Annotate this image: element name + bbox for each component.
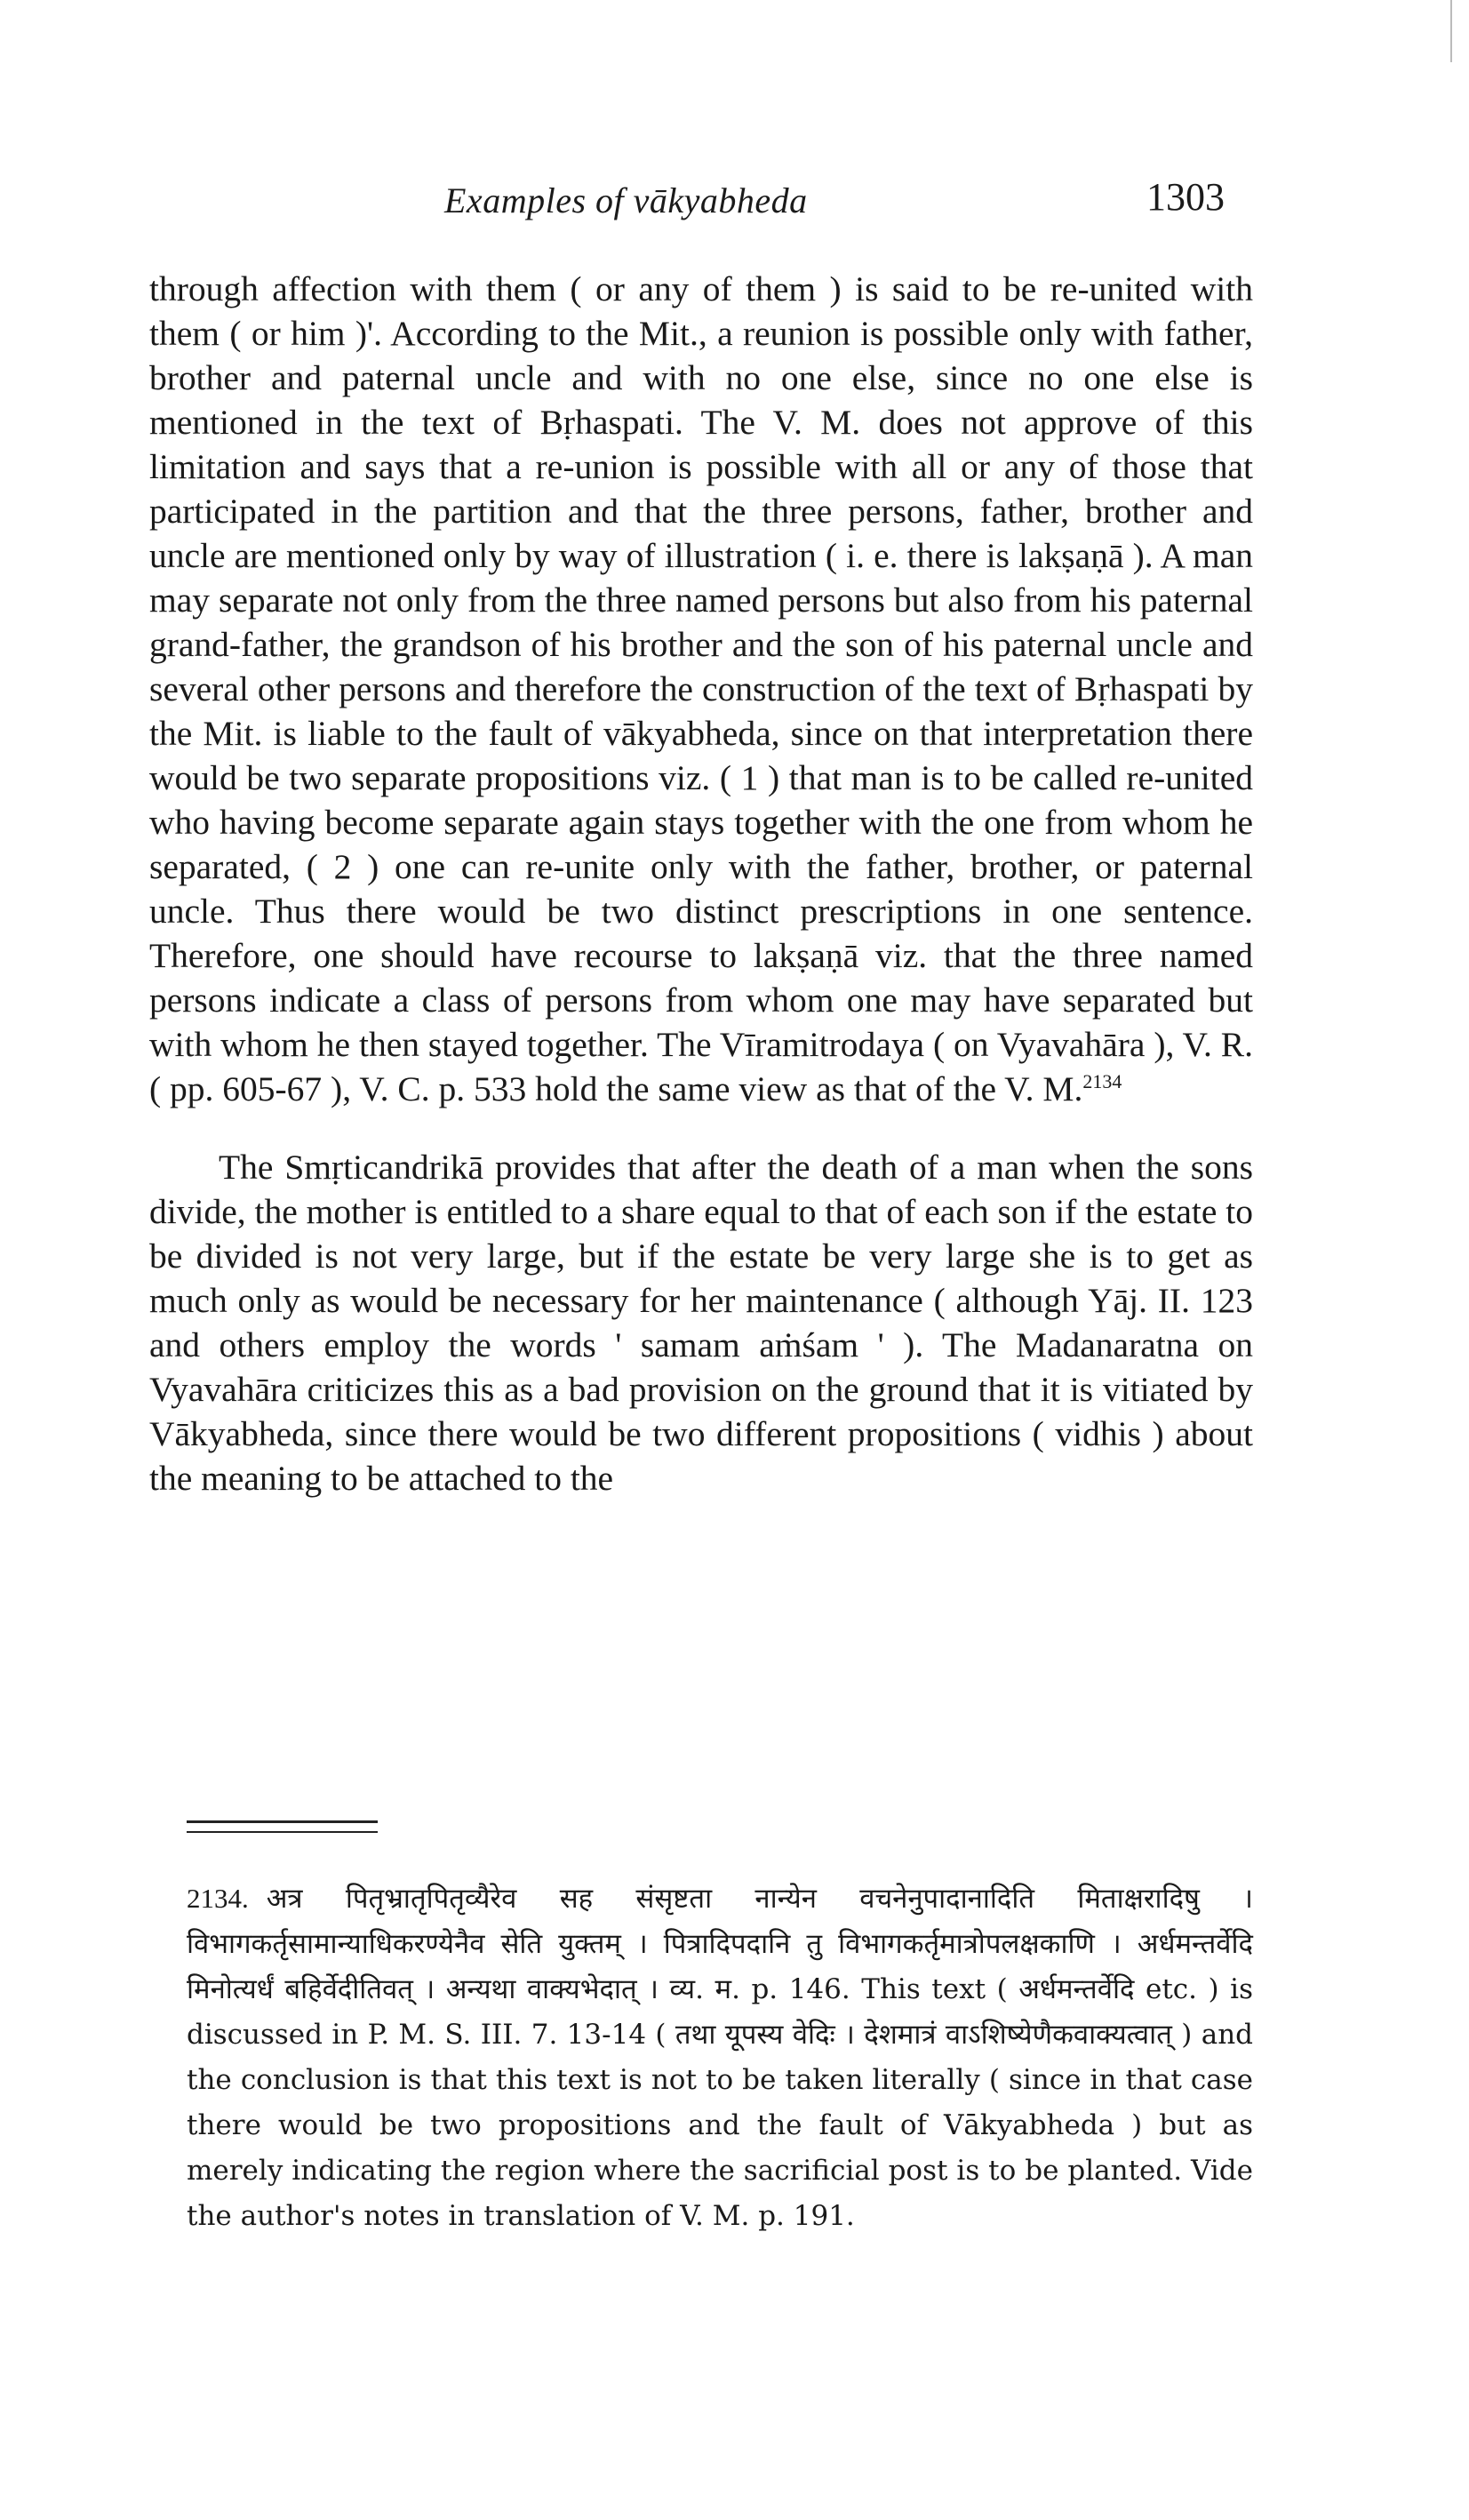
- footnote-separator-rule-lower: [187, 1831, 378, 1833]
- paragraph-reunion-text: through affection with them ( or any of them ) is said to be re-united with them ( or him )'. According to the Mit., a reunion is possible only with father, brother and paternal uncle and with no one else, since no one else is mentioned in the text of Bṛhaspati. The V. M. does not approve of this limitation and says that a re-union is possible with all or any of those that participated in the partition and that the three persons, father, brother and uncle are mentioned only by way of illustration ( i. e. there is lakṣaṇā ). A man may separate not only from the three named persons but also from his paternal grand-father, the grandson of his brother and the son of his paternal uncle and several other persons and therefore the construction of the text of Bṛhaspati by the Mit. is liable to the fault of vākyabheda, since on that interpretation there would be two separate propositions viz. ( 1 ) that man is to be called re-united who having become separate again stays together with the one from whom he separated, ( 2 ) one can re-unite only with the father, brother, or paternal uncle. Thus there would be two distinct prescriptions in one sentence. Therefore, one should have recourse to lakṣaṇā viz. that the three named persons indicate a class of persons from whom one may have separated but with whom he then stayed together. The Vīramitrodaya ( on Vyavahāra ), V. R. ( pp. 605-67 ), V. C. p. 533 hold the same view as that of the V. M.: [149, 269, 1253, 1108]
- page-edge-mark: [1450, 0, 1452, 62]
- main-text: [149, 267, 1253, 1500]
- paragraph-smrticandrika: The Smṛticandrikā provides that after the death of a man when the sons divide, the mother is entitled to a share equal to that of each son if the estate to be divided is not very large, but if the estate be very large she is to get as much only as would be necessary for her maintenance ( although Yāj. II. 123 and others employ the words ' samam aṁśam ' ). The Madanaratna on Vyavahāra criticizes this as a bad provision on the ground that it is vitiated by Vākyabheda, since there would be two different propositions ( vidhis ) about the meaning to be attached to the: [149, 1148, 1253, 1498]
- footnote-reference: 2134: [1082, 1069, 1122, 1092]
- footnote-text: अत्र पितृभ्रातृपितृव्यैरेव सह संसृष्टता नान्येन वचनेनुपादानादिति मिताक्षरादिषु । विभागकर्तृसामान्याधिकरण्येनैव सेति युक्तम् । पित्रादिपदानि तु विभागकर्तृमात्रोपलक्षकाणि । अर्धमन्तर्वेदि मिनोत्यर्धं बहिर्वेदीतिवत् । अन्यथा वाक्यभेदात् । व्य. म. p. 146. This text ( अर्धमन्तर्वेदि etc. ) is discussed in P. M. S. III. 7. 13-14 ( तथा यूपस्य वेदिः । देशमात्रं वाऽशिष्येणैकवाक्यत्वात् ) and the conclusion is that this text is not to be taken literally ( since in that case there would be two propositions and the fault of Vākyabheda ) but as merely indicating the region where the sacrificial post is to be planted. Vide the author's notes in translation of V. M. p. 191.: [187, 1883, 1253, 2232]
- paragraph-reunion: [149, 267, 1253, 1111]
- page-number: 1303: [1146, 175, 1225, 219]
- footnote: [187, 1876, 1253, 2239]
- footnote-number: 2134.: [187, 1883, 249, 1914]
- footnote-separator-rule: [187, 1820, 378, 1823]
- running-header-title: Examples of vākyabheda: [444, 180, 808, 220]
